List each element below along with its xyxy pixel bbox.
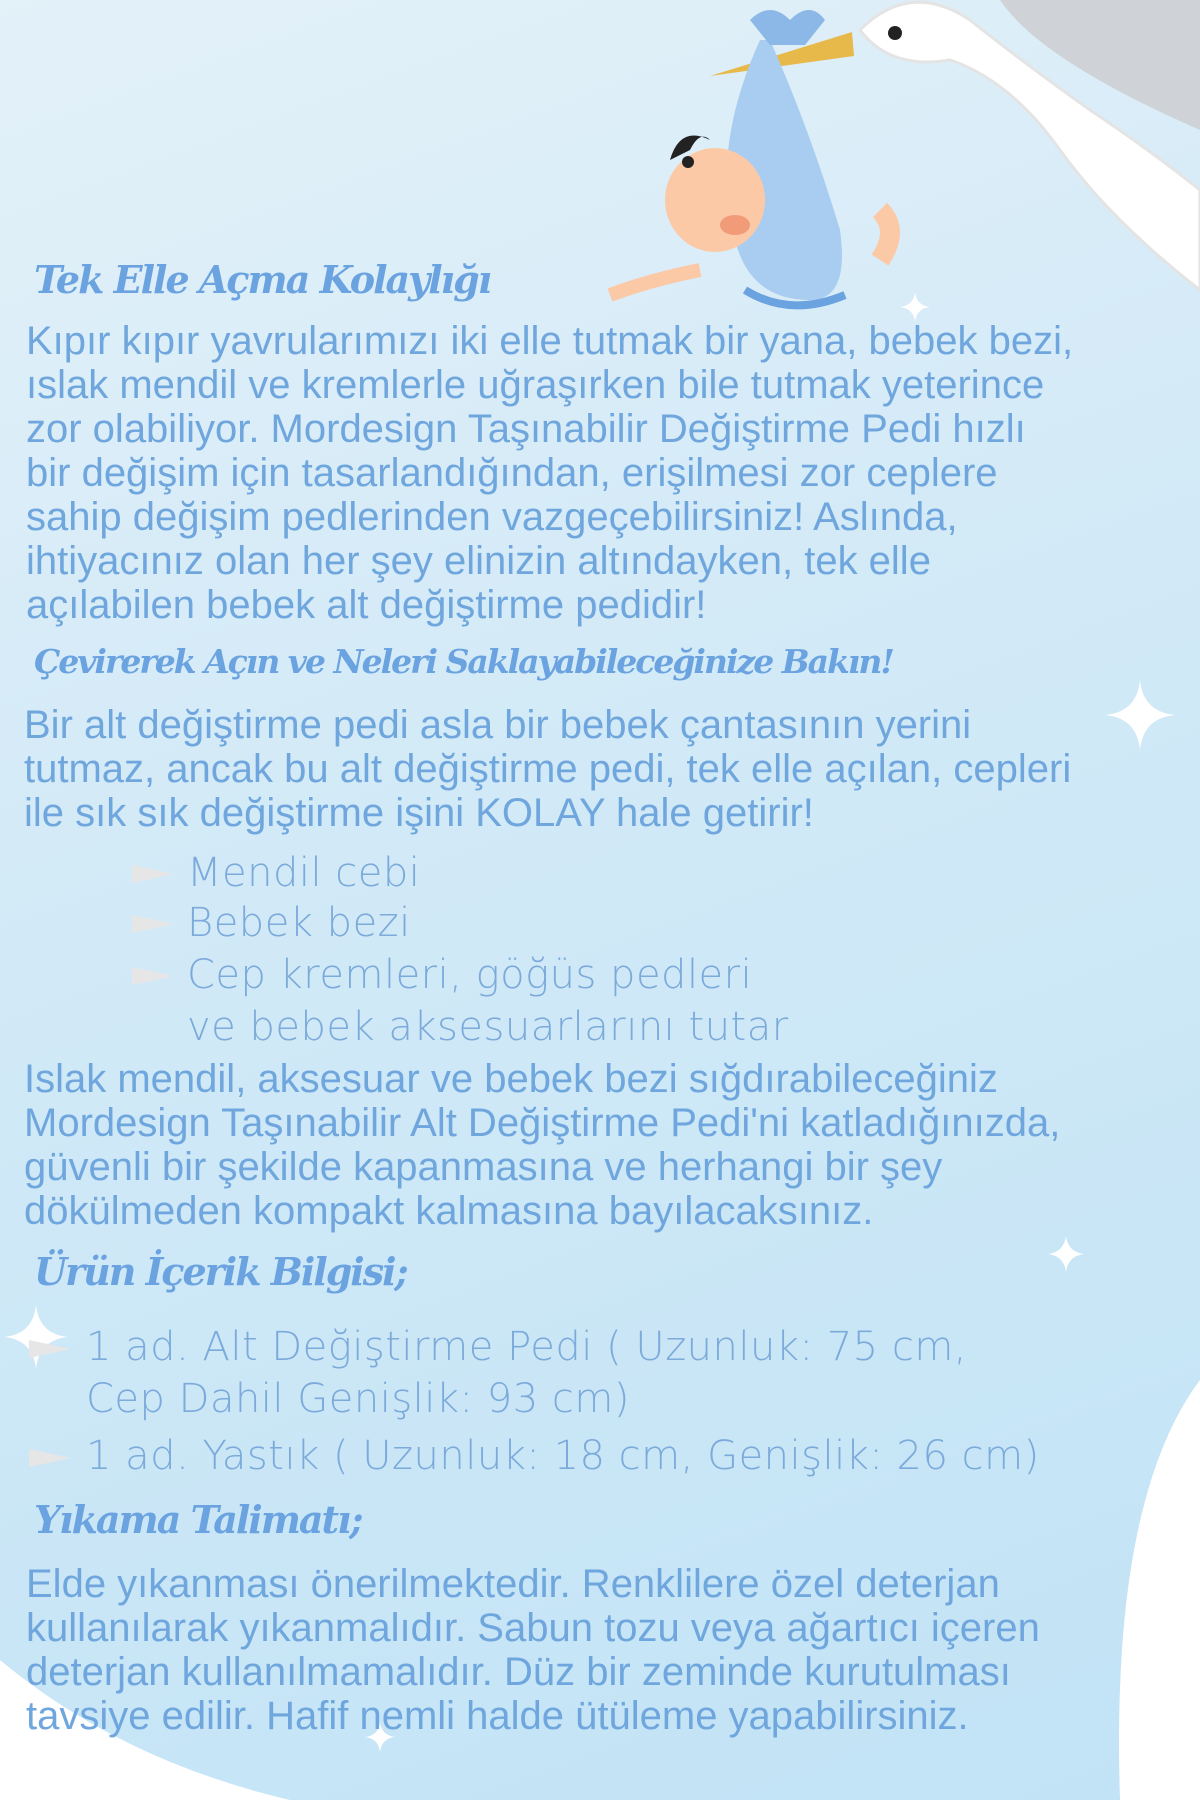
sparkle-icon <box>1048 1236 1084 1272</box>
bullet-item: Bebek bezi <box>187 900 411 946</box>
section-heading: Yıkama Talimatı; <box>34 1497 362 1542</box>
text-line: Islak mendil, aksesuar ve bebek bezi sığdırabileceğiniz <box>24 1057 998 1101</box>
section-heading: Ürün İçerik Bilgisi; <box>34 1249 407 1294</box>
text-line: zor olabiliyor. Mordesign Taşınabilir Değiştirme Pedi hızlı <box>26 407 1026 451</box>
text-line: bir değişim için tasarlandığından, erişilmesi zor ceplere <box>26 451 998 495</box>
text-line: Bir alt değiştirme pedi asla bir bebek çantasının yerini <box>24 703 972 747</box>
text-line: kullanılarak yıkanmalıdır. Sabun tozu veya ağartıcı içeren <box>26 1606 1040 1650</box>
text-line: ıslak mendil ve kremlerle uğraşırken bile tutmak yeterince <box>26 363 1045 407</box>
text-line: Kıpır kıpır yavrularımızı iki elle tutmak bir yana, bebek bezi, <box>26 319 1074 363</box>
text-line: sahip değişim pedlerinden vazgeçebilirsiniz! Aslında, <box>26 495 958 539</box>
bullet-arrow-icon <box>132 967 174 985</box>
section-heading: Tek Elle Açma Kolaylığı <box>34 257 491 302</box>
stork-baby-illustration <box>590 0 1200 330</box>
text-line: dökülmeden kompakt kalmasına bayılacaksınız. <box>24 1189 874 1233</box>
text-line: ile sık sık değiştirme işini KOLAY hale getirir! <box>24 791 814 835</box>
text-line: ihtiyacınız olan her şey elinizin altındayken, tek elle <box>26 539 931 583</box>
sparkle-icon <box>900 292 930 322</box>
bullet-arrow-icon <box>132 865 174 883</box>
text-line: tutmaz, ancak bu alt değiştirme pedi, tek elle açılan, cepleri <box>24 747 1072 791</box>
text-line: Elde yıkanması önerilmektedir. Renklilere özel deterjan <box>26 1562 1000 1606</box>
bullet-item: Mendil cebi <box>187 850 421 896</box>
bullet-arrow-icon <box>132 915 174 933</box>
cloud-decoration <box>1110 1380 1200 1800</box>
content-item: Cep Dahil Genişlik: 93 cm) <box>86 1376 630 1422</box>
paragraph <box>26 1562 1040 1738</box>
content-item: 1 ad. Yastık ( Uzunluk: 18 cm, Genişlik: 26 cm) <box>86 1433 1040 1479</box>
text-line: Mordesign Taşınabilir Alt Değiştirme Pedi'ni katladığınızda, <box>24 1101 1061 1145</box>
bullet-item: Cep kremleri, göğüs pedleri <box>187 952 753 998</box>
content-item: 1 ad. Alt Değiştirme Pedi ( Uzunluk: 75 cm, <box>86 1324 967 1370</box>
bullet-item: ve bebek aksesuarlarını tutar <box>187 1004 789 1050</box>
text-line: açılabilen bebek alt değiştirme pedidir! <box>26 583 707 627</box>
sparkle-icon <box>4 1305 68 1369</box>
text-line: güvenli bir şekilde kapanmasına ve herhangi bir şey <box>24 1145 943 1189</box>
text-line: tavsiye edilir. Hafif nemli halde ütüleme yapabilirsiniz. <box>26 1694 969 1738</box>
bullet-arrow-icon <box>29 1449 71 1467</box>
paragraph <box>26 319 1073 627</box>
paragraph <box>24 703 1071 835</box>
sparkle-icon <box>1105 680 1175 750</box>
text-line: deterjan kullanılmamalıdır. Düz bir zeminde kurutulması <box>26 1650 1011 1694</box>
paragraph <box>24 1057 1060 1233</box>
bullet-arrow-icon <box>29 1340 71 1358</box>
section-heading: Çevirerek Açın ve Neleri Saklayabileceğinize Bakın! <box>34 642 893 681</box>
